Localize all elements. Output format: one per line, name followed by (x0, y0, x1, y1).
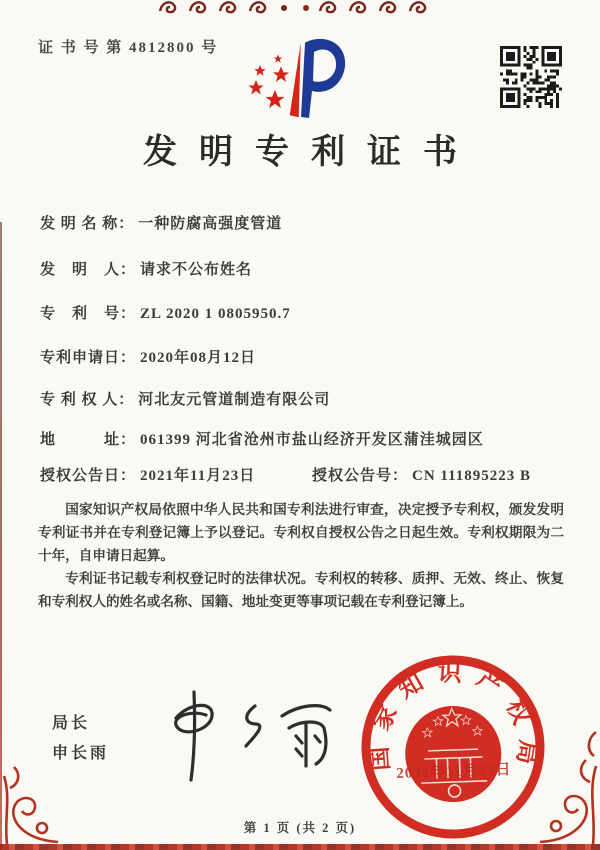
field-patentee (40, 388, 330, 409)
page-number: 第 1 页 (共 2 页) (243, 821, 357, 835)
field-value: 河北友元管道制造有限公司 (138, 392, 331, 408)
seal-arc-text: 国家知识产权局 (365, 660, 541, 779)
commissioner-name: 申长雨 (52, 745, 110, 762)
field-value: ZL 2020 1 0805950.7 (140, 306, 291, 322)
certificate-number: 证 书 号 第 4812800 号 (38, 40, 219, 56)
field-value: 请求不公布姓名 (140, 262, 253, 278)
legal-paragraph-1: 国家知识产权局依照中华人民共和国专利法进行审查，决定授予专利权，颁发发明专利证书并在专利登记簿上予以登记。专利权自授权公告之日起生效。专利权期限为二十年，自申请日起算。 (38, 502, 564, 563)
field-grant-number (312, 464, 531, 485)
seal-date: 2021年11月23日 (396, 761, 512, 782)
field-inventor (40, 258, 252, 279)
top-flourish-ornament (158, 0, 448, 15)
field-filing-date (40, 346, 256, 367)
field-label: 专 利 权 人： (40, 392, 135, 408)
field-value: 一种防腐高强度管道 (138, 216, 283, 232)
field-label: 授权公告号： (312, 468, 409, 484)
field-value: 061399 河北省沧州市盐山经济开发区蒲洼城园区 (140, 432, 484, 448)
legal-text-block (38, 498, 564, 613)
field-label: 专 利 号： (40, 306, 137, 322)
bottom-border-ornament (0, 844, 600, 850)
legal-paragraph-2: 专利证书记载专利权登记时的法律状况。专利权的转移、质押、无效、终止、恢复和专利权人的姓名或名称、国籍、地址变更等事项记载在专利登记簿上。 (38, 571, 564, 609)
corner-flourish-right (536, 726, 600, 846)
field-patent-number (40, 302, 291, 323)
field-label: 专利申请日： (40, 350, 137, 366)
cnipa-logo-icon (230, 30, 402, 126)
field-value: 2021年11月23日 (140, 468, 256, 484)
certificate-title: 发明专利证书 (143, 134, 479, 171)
national-emblem (404, 704, 503, 803)
field-label: 发 明 人： (40, 262, 137, 278)
field-label: 地 址： (40, 432, 137, 448)
commissioner-post: 局长 (52, 715, 91, 732)
field-value: CN 111895223 B (412, 468, 532, 484)
field-grant-row (40, 464, 560, 485)
field-address (40, 428, 484, 449)
field-value: 2020年08月12日 (140, 350, 257, 366)
field-label: 发 明 名 称： (40, 216, 135, 232)
field-label: 授权公告日： (40, 468, 137, 484)
qr-code-icon (500, 46, 562, 108)
corner-flourish-left (0, 756, 62, 846)
field-invention-name (40, 212, 282, 233)
handwritten-signature (160, 686, 345, 788)
official-red-seal-icon (355, 649, 552, 846)
